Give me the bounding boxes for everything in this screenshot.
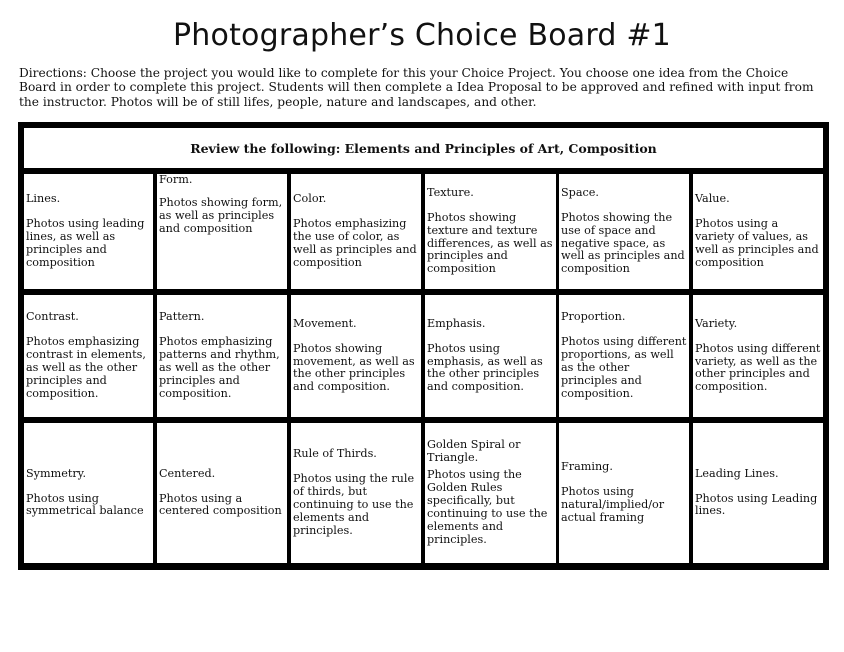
cell-title: Pattern.	[159, 310, 205, 324]
cell-title: Emphasis.	[427, 316, 486, 330]
cell-title: Texture.	[427, 185, 474, 199]
cell-title: Space.	[561, 185, 599, 199]
board-cell-centered	[157, 423, 287, 563]
cell-description: Photos using different proportions, as well as the other principles and composition.	[561, 335, 687, 400]
board-cell-contrast	[24, 295, 153, 417]
cell-title: Leading Lines.	[695, 466, 779, 480]
board-cell-proportion	[559, 295, 689, 417]
page-title: Photographer’s Choice Board #1	[173, 18, 671, 53]
board-cell-rule-of-thirds	[291, 423, 421, 563]
cell-description: Photos using emphasis, as well as the other principles and composition.	[427, 341, 543, 394]
cell-title: Contrast.	[26, 310, 79, 324]
cell-description: Photos emphasizing contrast in elements, as well as the other principles and composition.	[26, 335, 146, 400]
board-cell-leading-lines	[693, 423, 823, 563]
cell-description: Photos emphasizing the use of color, as well as principles and composition	[293, 217, 417, 269]
board-cell-lines	[24, 174, 153, 289]
board-cell-movement	[291, 295, 421, 417]
cell-description: Photos showing texture and texture differences, as well as principles and composition	[427, 210, 553, 276]
cell-title: Framing.	[561, 460, 613, 474]
cell-description: Photos using different variety, as well as the other principles and composition.	[695, 341, 821, 394]
board-header: Review the following: Elements and Principles of Art, Composition	[24, 128, 823, 168]
board-cell-space	[559, 174, 689, 289]
cell-title: Rule of Thirds.	[293, 447, 377, 461]
board-cell-variety	[693, 295, 823, 417]
cell-title: Form.	[159, 173, 193, 186]
cell-title: Golden Spiral or Triangle.	[427, 438, 521, 465]
cell-description: Photos showing form, as well as principles and composition	[159, 195, 283, 235]
choice-board	[18, 122, 829, 570]
cell-description: Photos using the rule of thirds, but continuing to use the elements and principles.	[293, 472, 415, 537]
cell-title: Variety.	[695, 316, 738, 330]
board-cell-framing	[559, 423, 689, 563]
cell-description: Photos using natural/implied/or actual framing	[561, 485, 665, 524]
board-cell-emphasis	[425, 295, 556, 417]
cell-description: Photos using a variety of values, as well as principles and composition	[695, 217, 819, 269]
cell-title: Value.	[695, 192, 730, 206]
cell-title: Symmetry.	[26, 466, 87, 480]
cell-title: Color.	[293, 192, 327, 206]
cell-description: Photos using the Golden Rules specifically, but continuing to use the elements and principles.	[427, 468, 548, 546]
board-cell-golden-spiral	[425, 423, 556, 563]
cell-description: Photos showing the use of space and negative space, as well as principles and composition	[561, 210, 685, 276]
cell-description: Photos showing movement, as well as the other principles and composition.	[293, 341, 415, 394]
board-cell-value	[693, 174, 823, 289]
cell-description: Photos using symmetrical balance	[26, 491, 144, 518]
board-cell-pattern	[157, 295, 287, 417]
board-cell-color	[291, 174, 421, 289]
cell-title: Centered.	[159, 466, 216, 480]
cell-description: Photos using Leading lines.	[695, 491, 818, 518]
cell-title: Movement.	[293, 316, 357, 330]
board-cell-symmetry	[24, 423, 153, 563]
cell-title: Lines.	[26, 192, 61, 206]
board-cell-form	[157, 174, 287, 289]
board-cell-texture	[425, 174, 556, 289]
cell-description: Photos emphasizing patterns and rhythm, as well as the other principles and composition.	[159, 335, 280, 400]
cell-description: Photos using a centered composition	[159, 491, 282, 518]
cell-title: Proportion.	[561, 310, 626, 324]
directions-text: Directions: Choose the project you would like to complete for this your Choice Project. You choose one idea from the Choice Board in order to complete this project. Students will then complete a Idea Proposal to be approved and refined with input from the instructor. Photos will be of still lifes, people, nature and landscapes, and other.	[19, 66, 814, 109]
cell-description: Photos using leading lines, as well as principles and composition	[26, 217, 145, 269]
